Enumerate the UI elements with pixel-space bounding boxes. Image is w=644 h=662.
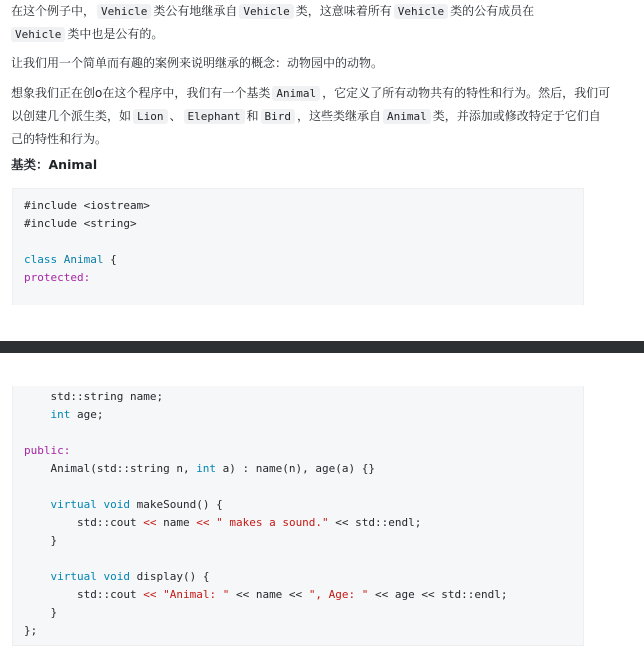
text: 想象我们正在创o在这个程序中，我们有一个基类 [11, 86, 271, 100]
code-line [24, 550, 583, 568]
code-type: Animal [63, 253, 104, 266]
inline-code: Lion [133, 109, 168, 124]
inline-code: Bird [261, 109, 296, 124]
code-string: ", Age: " [308, 588, 369, 601]
code-keyword: virtual [50, 498, 97, 511]
text: 类，并添加或修改特定于它们自己的特性和行为。 [11, 109, 601, 146]
code-text: display() { [129, 570, 210, 583]
inline-code: Vehicle [11, 27, 65, 42]
inline-code: Animal [272, 86, 320, 101]
code-text: << name << [229, 588, 309, 601]
inline-code: Vehicle [97, 4, 151, 19]
code-keyword: int [196, 462, 217, 475]
code-block-bottom [12, 386, 584, 646]
code-line [24, 251, 583, 269]
text: ，这些类继承自 [297, 109, 382, 123]
code-keyword: virtual [50, 570, 97, 583]
code-operator: << [143, 516, 157, 529]
code-line [24, 478, 583, 496]
paragraph-2: 让我们用一个简单而有趣的案例来说明继承的概念：动物园中的动物。 [11, 56, 384, 70]
code-line: public: [24, 444, 71, 457]
text: 和 [246, 109, 259, 123]
code-text: << age << std::endl; [368, 588, 508, 601]
code-keyword: void [103, 498, 130, 511]
code-text: a) : name(n), age(a) {} [216, 462, 376, 475]
code-block-top [12, 188, 584, 305]
code-line [24, 586, 583, 604]
inline-code: Animal [383, 109, 431, 124]
code-line [24, 460, 583, 478]
text: ，它定义了所有动物共有的特性和行为。然后，我们可以创建几个派生类，如 [11, 86, 611, 123]
page-break-bar [0, 341, 644, 353]
code-text: Animal(std::string n, [24, 462, 197, 475]
inline-code: Elephant [184, 109, 245, 124]
code-text: std::cout [24, 588, 144, 601]
code-operator: << [143, 588, 157, 601]
text: 类，这意味着所有 [295, 4, 392, 18]
code-text: << std::endl; [328, 516, 422, 529]
code-text: name [156, 516, 197, 529]
code-line: std::string name; [24, 390, 164, 403]
code-line [24, 406, 583, 424]
section-heading: 基类：Animal [11, 157, 98, 172]
code-line [24, 424, 583, 442]
text: 在这个例子中， [11, 4, 96, 18]
code-text: { [103, 253, 117, 266]
inline-code: Vehicle [239, 4, 293, 19]
code-text: age; [70, 408, 104, 421]
code-line [24, 233, 583, 251]
code-line: protected: [24, 271, 91, 284]
text: 、 [169, 109, 182, 123]
code-line [24, 514, 583, 532]
code-string: " makes a sound." [216, 516, 329, 529]
paragraph-3 [11, 82, 611, 150]
code-text: std::cout [24, 516, 144, 529]
code-line [24, 568, 583, 586]
code-line: }; [24, 624, 38, 637]
code-keyword: void [103, 570, 130, 583]
inline-code: Vehicle [394, 4, 448, 19]
text: 类的公有成员在 [450, 4, 535, 18]
code-line: #include <string> [24, 217, 137, 230]
code-line [24, 496, 583, 514]
intro-paragraph [11, 0, 611, 46]
code-string: "Animal: " [163, 588, 230, 601]
text: 类公有地继承自 [153, 4, 238, 18]
code-text: makeSound() { [129, 498, 223, 511]
code-keyword: int [50, 408, 71, 421]
code-keyword: class [24, 253, 58, 266]
code-line: } [24, 534, 58, 547]
code-line: #include <iostream> [24, 199, 150, 212]
code-line: } [24, 606, 58, 619]
text: 类中也是公有的。 [67, 27, 164, 41]
code-operator: << [196, 516, 210, 529]
